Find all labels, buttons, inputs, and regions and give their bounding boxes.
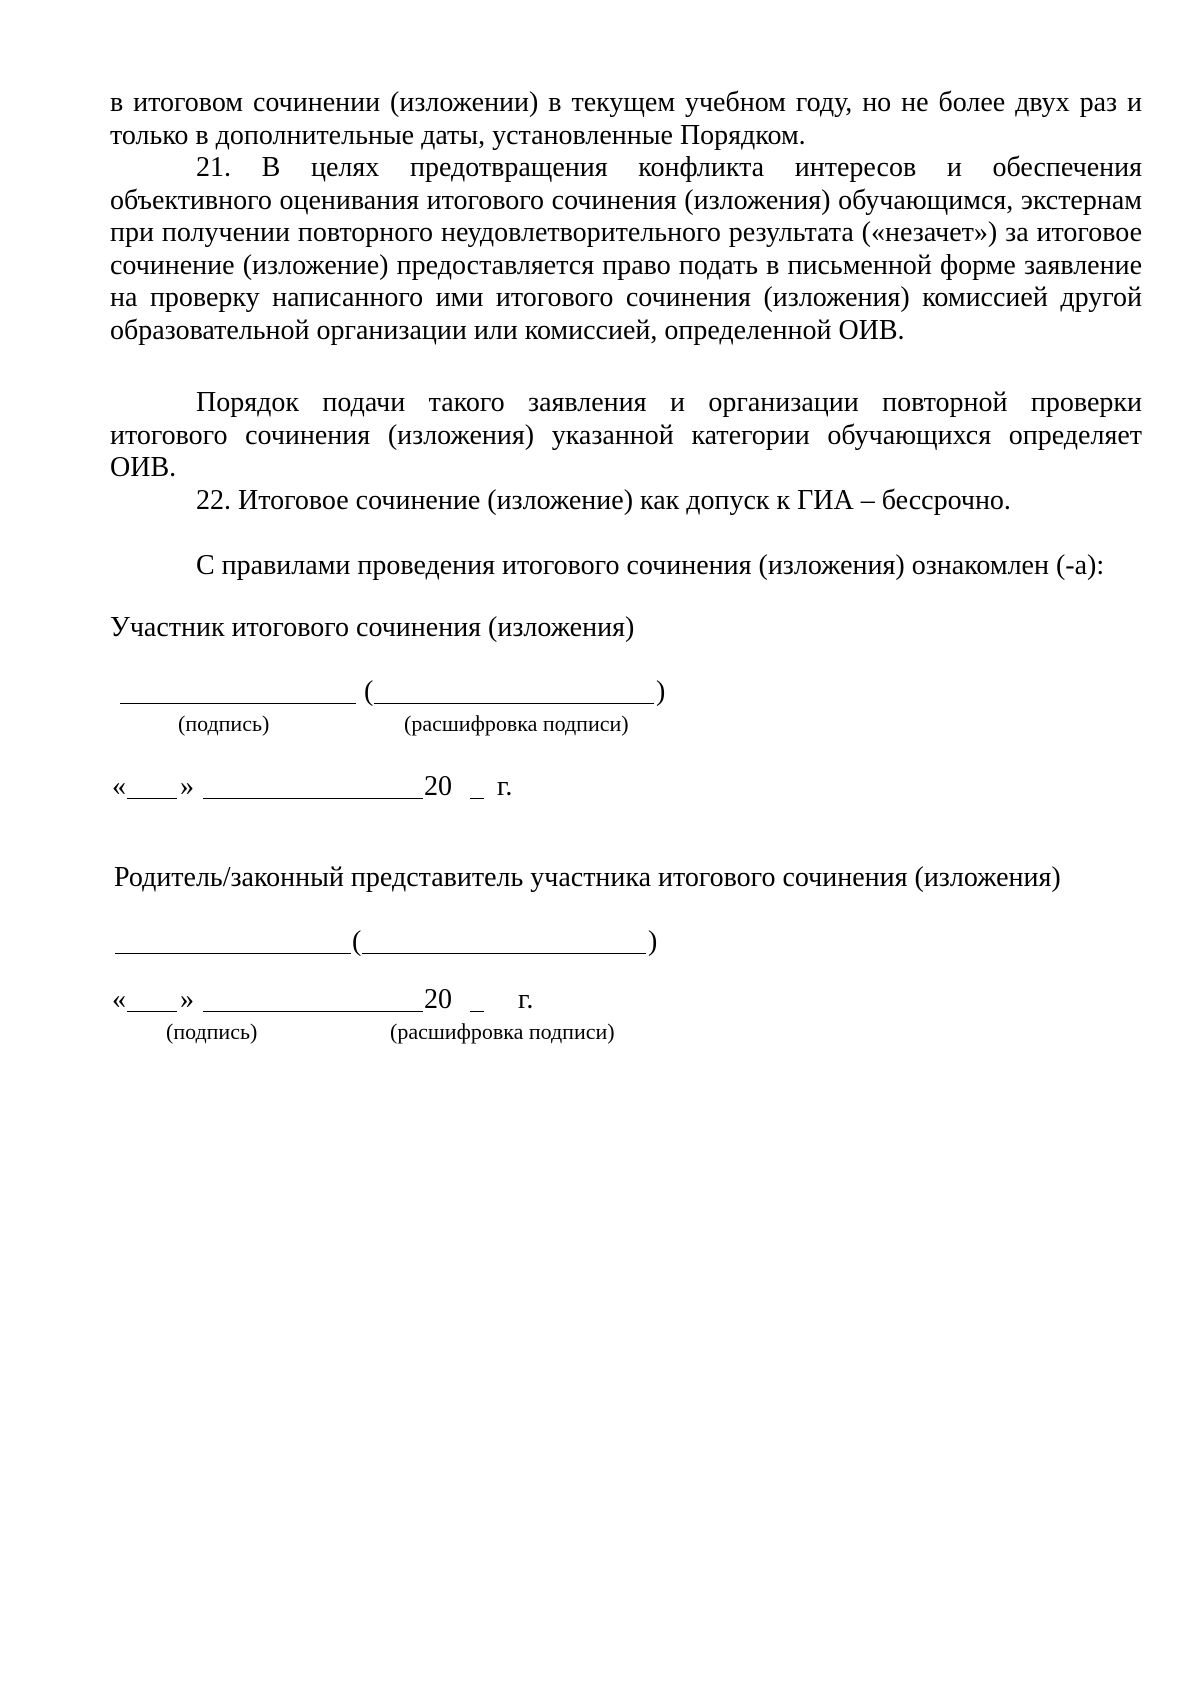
- parent-close-paren: ): [648, 926, 658, 957]
- acknowledgement-line: С правилами проведения итогового сочинения (изложения) ознакомлен (-а):: [196, 550, 1105, 581]
- parent-year-suffix: г.: [518, 984, 534, 1015]
- parent-date-quote-open: «: [112, 984, 126, 1015]
- parent-decoding-caption: (расшифровка подписи): [390, 1019, 615, 1044]
- participant-signature-caption: (подпись): [178, 711, 270, 736]
- participant-year-field[interactable]: [470, 798, 484, 799]
- participant-decoding-field[interactable]: [374, 703, 654, 704]
- parent-heading: Родитель/законный представитель участника итогового сочинения (изложения): [114, 862, 1061, 893]
- parent-date-quote-close: »: [180, 984, 194, 1015]
- parent-signature-caption: (подпись): [166, 1019, 258, 1044]
- parent-day-field[interactable]: [127, 1011, 177, 1012]
- parent-month-field[interactable]: [203, 1011, 423, 1012]
- parent-open-paren: (: [352, 926, 362, 957]
- paragraph-22: 22. Итоговое сочинение (изложение) как допуск к ГИА – бессрочно.: [196, 485, 1011, 516]
- participant-date-quote-close: »: [180, 771, 194, 802]
- paragraph-procedure: Порядок подачи такого заявления и организации повторной проверки итогового сочинения (изложения) указанной категории обучающихся определяет ОИВ.: [110, 387, 1142, 483]
- parent-year-field[interactable]: [470, 1011, 484, 1012]
- participant-open-paren: (: [364, 676, 374, 707]
- participant-year-prefix: 20: [424, 771, 452, 802]
- participant-decoding-caption: (расшифровка подписи): [404, 711, 629, 736]
- participant-close-paren: ): [656, 676, 666, 707]
- parent-signature-field[interactable]: [115, 953, 351, 954]
- participant-signature-field[interactable]: [120, 703, 356, 704]
- participant-day-field[interactable]: [127, 798, 177, 799]
- participant-date-quote-open: «: [112, 771, 126, 802]
- parent-year-prefix: 20: [424, 984, 452, 1015]
- paragraph-21: 21. В целях предотвращения конфликта интересов и обеспечения объективного оценивания итогового сочинения (изложения) обучающимся, экстернам при получении повторного неудовлетворительного результата («незачет») за итоговое сочинение (изложение) предоставляется право подать в письменной форме заявление на проверку написанного ими итогового сочинения (изложения) комиссией другой образовательной организации или комиссией, определенной ОИВ.: [110, 152, 1142, 346]
- participant-heading: Участник итогового сочинения (изложения): [110, 612, 635, 643]
- participant-month-field[interactable]: [203, 798, 423, 799]
- parent-decoding-field[interactable]: [362, 953, 646, 954]
- paragraph-continuation: в итоговом сочинении (изложении) в текущем учебном году, но не более двух раз и только в дополнительные даты, установленные Порядком.: [110, 87, 1142, 151]
- participant-year-suffix: г.: [497, 771, 513, 802]
